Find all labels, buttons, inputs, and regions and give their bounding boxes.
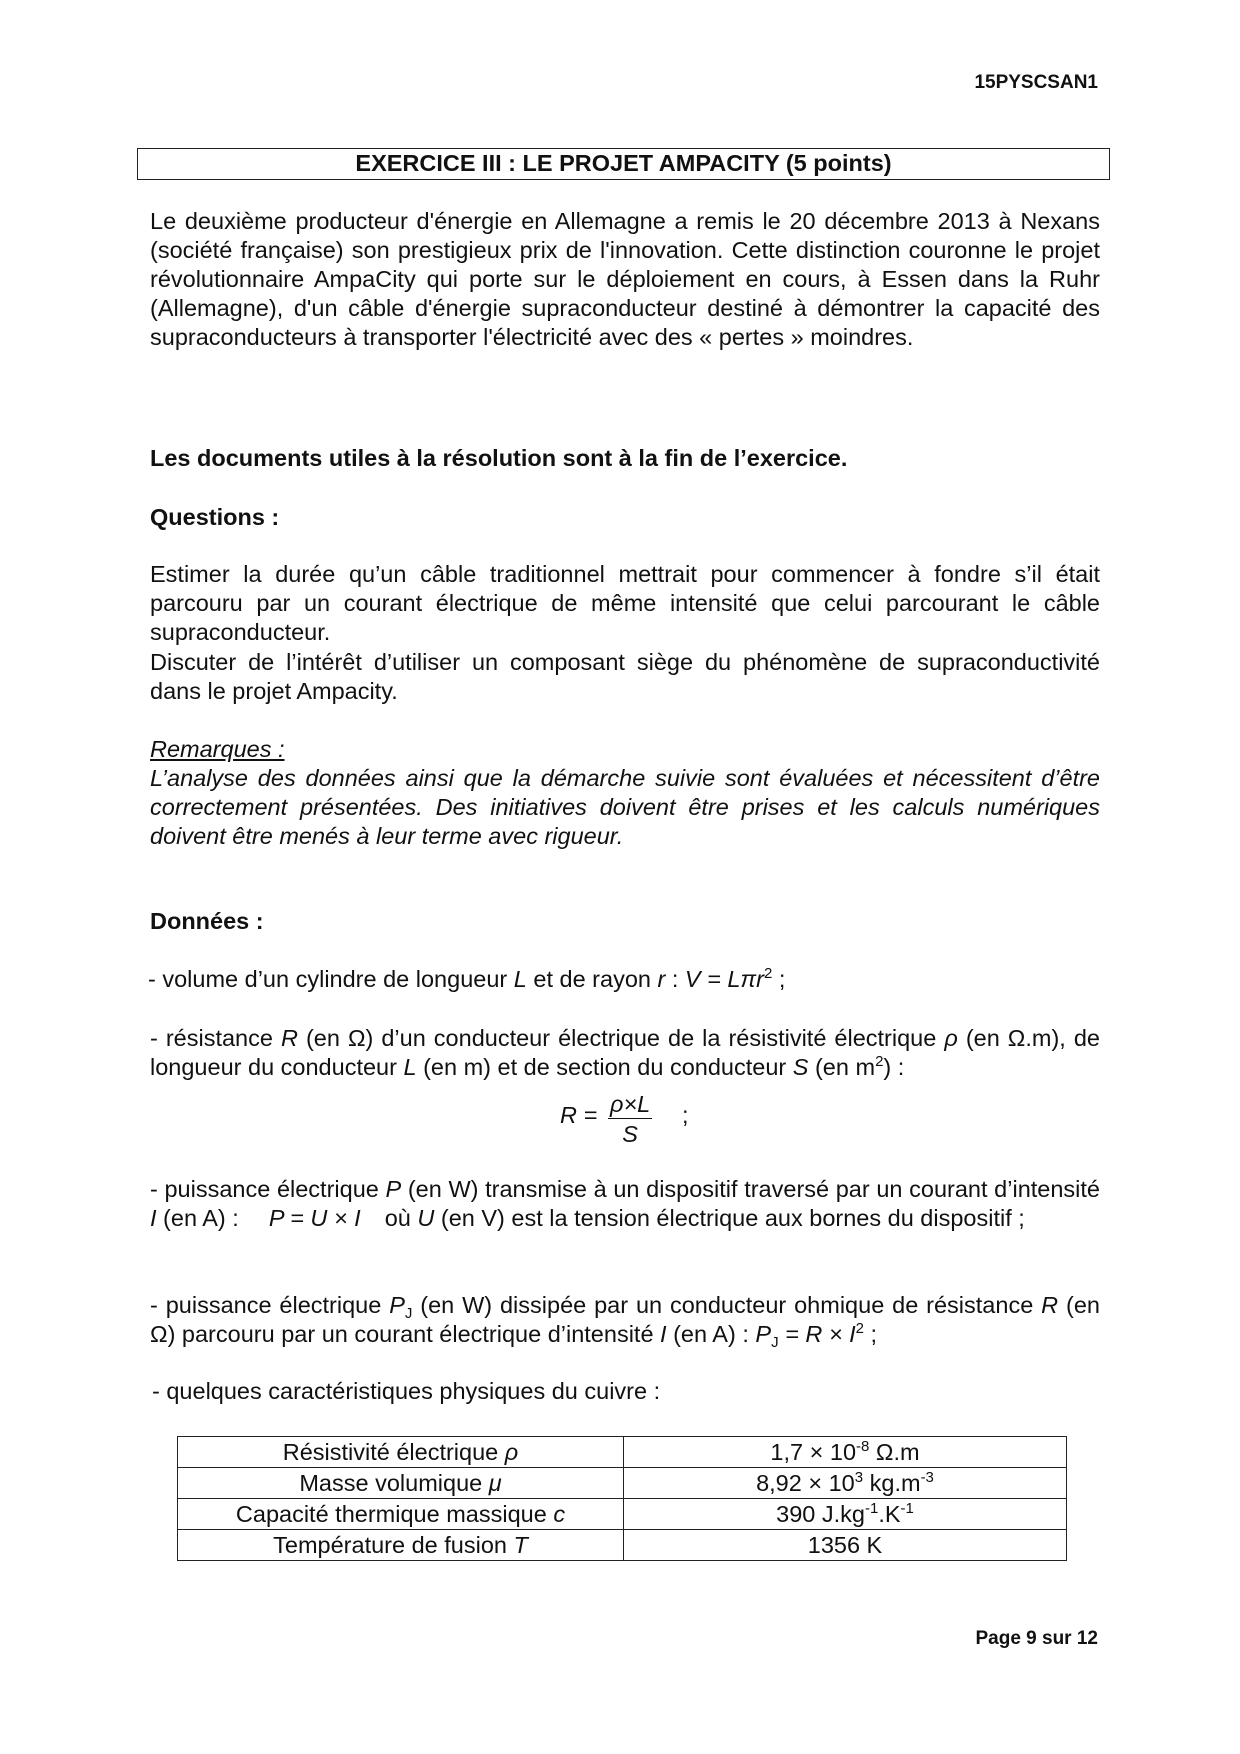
d1-text-4: ; [772,966,786,992]
d3-P: P [385,1176,402,1202]
remarks-text: L’analyse des données ainsi que la démarche suivie sont évaluées et nécessitent d’être correctement présentées. Des initiatives doivent être prises et les calculs numériques doivent être menés à leur terme avec rigueur. [150,765,1100,849]
questions-heading: Questions : [150,504,280,530]
d2-rho: ρ [944,1025,958,1051]
d3-text-1: - puissance électrique [150,1176,386,1202]
d2-R: R [280,1025,298,1051]
d4-P: P [389,1292,405,1318]
d4-R: R [1041,1292,1059,1318]
d1-L: L [513,966,527,992]
d4-text-3: (en Ω) parcouru par un courant électrique d’intensité [150,1292,1100,1347]
joule-formula-sub: J [771,1334,779,1351]
table-row [178,1499,1067,1530]
table-cell-value: 390 $J.kg^{-1}.K^{-1}$ [624,1499,1067,1530]
d3-text-2: (en W) transmise à un dispositif traversé par un courant d’intensité [401,1176,1100,1202]
data-cylinder-volume [148,966,785,993]
formula-numerator: ρ×L [610,1091,651,1117]
document-code: 15PYSCSAN1 [974,72,1098,93]
d4-text-2: (en W) dissipée par un conducteur ohmique de résistance [412,1292,1042,1318]
d4-text-4: (en A) : [666,1321,756,1347]
d2-text-1: - résistance [150,1025,281,1051]
data-heading: Données : [150,908,264,934]
d2-text-5: (en m [808,1054,876,1080]
d4-text-1: - puissance électrique [150,1292,390,1318]
d3-text-4: où [384,1205,418,1231]
resistance-formula [560,1090,760,1150]
volume-formula: V = Lπr [684,966,765,992]
d4-I: I [660,1321,667,1347]
volume-formula-exponent: 2 [764,965,773,982]
table-cell-value: $1,7 \times 10^{-8}$ Ω.m [624,1437,1067,1468]
joule-formula-exp: 2 [855,1320,865,1337]
table-cell-label: Température de fusion T [178,1530,624,1561]
joule-formula-P: P [755,1321,772,1347]
formula-lhs: R = [560,1102,598,1128]
d2-text-3: (en Ω.m), de longueur du conducteur [150,1025,1100,1080]
d1-text-2: et de rayon [526,966,658,992]
joule-formula-mid: = R × I [778,1321,856,1347]
data-resistance [150,1024,1100,1082]
table-cell-value: $8,92 \times 10^3$ $kg.m^{-3}$ [624,1468,1067,1499]
question-1: Estimer la durée qu’un câble traditionnel mettrait pour commencer à fondre s’il était parcouru par un courant électrique de même intensité que celui parcourant le câble supraconducteur. [150,561,1100,645]
data-copper-intro: - quelques caractéristiques physiques du cuivre : [152,1378,661,1404]
d2-L: L [403,1054,417,1080]
remarks-heading: Remarques : [150,736,285,762]
d3-I: I [150,1205,157,1231]
intro-paragraph: Le deuxième producteur d'énergie en Allemagne a remis le 20 décembre 2013 à Nexans (société française) son prestigieux prix de l'innovation. Cette distinction couronne le projet révolutionnaire AmpaCity qui porte sur le déploiement en cours, à Essen dans la Ruhr (Allemagne), d'un câble d'énergie supraconducteur destiné à démontrer la capacité des supraconducteurs à transporter l'électricité avec des « pertes » moindres. [150,208,1100,350]
data-joule-power [150,1291,1100,1349]
d3-text-5: (en V) est la tension électrique aux bornes du dispositif ; [434,1205,1025,1231]
table-cell-value: 1356 K [624,1530,1067,1561]
table-cell-label: Masse volumique μ [178,1468,624,1499]
d4-text-5: ; [864,1321,878,1347]
copper-properties-table [177,1436,1067,1561]
d1-r: r [657,966,666,992]
documents-note: Les documents utiles à la résolution sont à la fin de l’exercice. [150,445,848,471]
page-number: Page 9 sur 12 [975,1628,1098,1649]
table-cell-label: Résistivité électrique ρ [178,1437,624,1468]
d2-text-2: (en Ω) d’un conducteur électrique de la résistivité électrique [297,1025,945,1051]
d2-text-6: ) : [883,1054,905,1080]
d2-exponent: 2 [875,1053,884,1070]
table-row [178,1468,1067,1499]
d2-S: S [792,1054,809,1080]
power-formula: P = U × I [268,1205,361,1231]
table-row [178,1530,1067,1561]
formula-end: ; [682,1102,689,1128]
d2-text-4: (en m) et de section du conducteur [416,1054,793,1080]
d1-text-1: - volume d’un cylindre de longueur [148,966,514,992]
table-row [178,1437,1067,1468]
exercise-title: EXERCICE III : LE PROJET AMPACITY (5 points) [137,148,1110,180]
data-power [150,1175,1100,1233]
d4-P-sub: J [404,1305,413,1322]
d1-text-3: : [665,966,685,992]
formula-denominator: S [622,1121,638,1147]
formula-fraction [608,1090,652,1149]
d3-U: U [417,1205,435,1231]
d3-text-3: (en A) : [156,1205,239,1231]
question-2: Discuter de l’intérêt d’utiliser un composant siège du phénomène de supraconductivité dans le projet Ampacity. [150,649,1100,704]
table-cell-label: Capacité thermique massique c [178,1499,624,1530]
